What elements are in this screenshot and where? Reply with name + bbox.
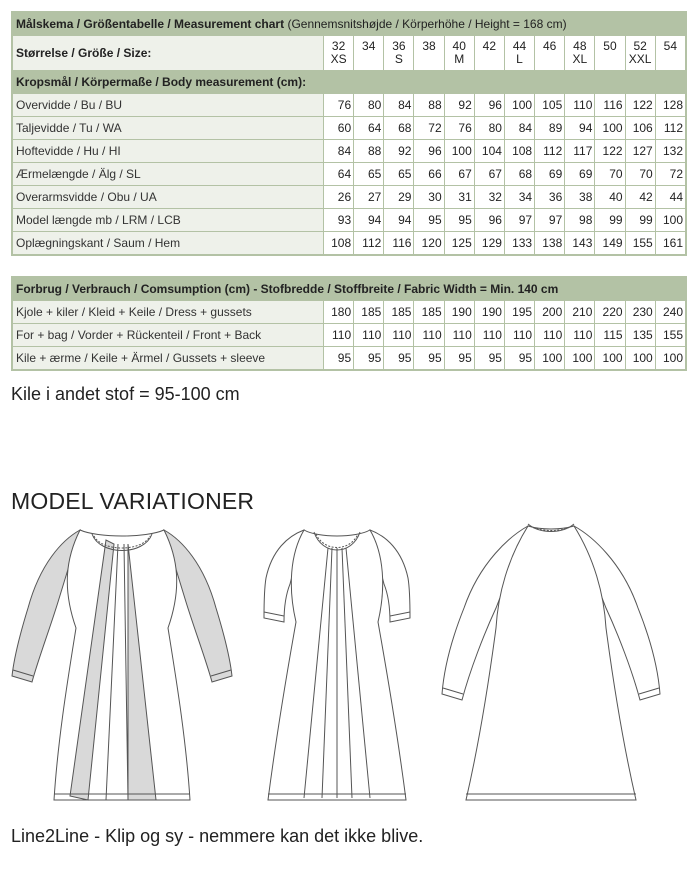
table-row [13, 117, 685, 139]
value-cell: 210 [565, 301, 594, 323]
value-cell: 67 [445, 163, 474, 185]
size-number: 40 [452, 39, 466, 53]
size-letter: M [454, 52, 465, 66]
value-cell: 95 [384, 347, 413, 369]
size-letter [354, 53, 383, 66]
value-cell: 110 [475, 324, 504, 346]
value-cell: 129 [475, 232, 504, 254]
value-cell: 110 [535, 324, 564, 346]
value-cell: 125 [445, 232, 474, 254]
table-row [13, 94, 685, 116]
value-cell: 60 [324, 117, 353, 139]
value-cell: 95 [414, 347, 443, 369]
model-variations-title: MODEL VARIATIONER [11, 488, 255, 514]
value-cell: 161 [656, 232, 685, 254]
size-letter [475, 53, 504, 66]
value-cell: 220 [595, 301, 624, 323]
size-cell [595, 36, 624, 70]
consumption-header: Forbrug / Verbrauch / Comsumption (cm) - Stofbredde / Stoffbreite / Fabric Width = Min. 140 cm [13, 278, 685, 300]
value-cell: 112 [656, 117, 685, 139]
value-cell: 99 [595, 209, 624, 231]
value-cell: 104 [475, 140, 504, 162]
value-cell: 99 [626, 209, 655, 231]
value-cell: 138 [535, 232, 564, 254]
value-cell: 100 [505, 94, 534, 116]
value-cell: 68 [505, 163, 534, 185]
value-cell: 92 [445, 94, 474, 116]
value-cell: 100 [595, 117, 624, 139]
value-cell: 143 [565, 232, 594, 254]
value-cell: 95 [354, 347, 383, 369]
value-cell: 100 [535, 347, 564, 369]
footer-slogan: Line2Line - Klip og sy - nemmere kan det ikke blive. [11, 826, 424, 846]
value-cell: 122 [626, 94, 655, 116]
row-label: For + bag / Vorder + Rückenteil / Front + Back [13, 324, 323, 346]
size-number: 36 [392, 39, 406, 53]
value-cell: 133 [505, 232, 534, 254]
gusset-fabric-note: Kile i andet stof = 95-100 cm [11, 384, 240, 404]
value-cell: 120 [414, 232, 443, 254]
table-row [13, 186, 685, 208]
value-cell: 30 [414, 186, 443, 208]
value-cell: 96 [414, 140, 443, 162]
value-cell: 64 [354, 117, 383, 139]
value-cell: 67 [475, 163, 504, 185]
size-cell [535, 36, 564, 70]
dress-short-sleeve-icon [262, 518, 412, 810]
value-cell: 68 [384, 117, 413, 139]
value-cell: 116 [595, 94, 624, 116]
dress-back-long-sleeve-icon [440, 518, 662, 810]
row-label: Oplægningskant / Saum / Hem [13, 232, 323, 254]
value-cell: 42 [626, 186, 655, 208]
value-cell: 76 [324, 94, 353, 116]
measurement-table [12, 12, 686, 255]
value-cell: 116 [384, 232, 413, 254]
size-cell [414, 36, 443, 70]
value-cell: 108 [505, 140, 534, 162]
value-cell: 84 [324, 140, 353, 162]
value-cell: 100 [656, 347, 685, 369]
size-row [13, 36, 685, 70]
size-number: 48 [573, 39, 587, 53]
value-cell: 110 [445, 324, 474, 346]
size-letter: XL [572, 52, 588, 66]
value-cell: 65 [354, 163, 383, 185]
value-cell: 31 [445, 186, 474, 208]
value-cell: 26 [324, 186, 353, 208]
size-cell [324, 36, 353, 70]
table-row [13, 232, 685, 254]
value-cell: 27 [354, 186, 383, 208]
value-cell: 92 [384, 140, 413, 162]
table-row [13, 140, 685, 162]
value-cell: 115 [595, 324, 624, 346]
value-cell: 94 [565, 117, 594, 139]
body-header-row [13, 71, 685, 93]
size-cell [445, 36, 474, 70]
value-cell: 84 [384, 94, 413, 116]
value-cell: 96 [475, 94, 504, 116]
value-cell: 70 [595, 163, 624, 185]
size-number: 44 [512, 39, 527, 53]
value-cell: 195 [505, 301, 534, 323]
row-label: Taljevidde / Tu / WA [13, 117, 323, 139]
value-cell: 100 [656, 209, 685, 231]
value-cell: 95 [445, 209, 474, 231]
size-letter [535, 53, 564, 66]
value-cell: 155 [626, 232, 655, 254]
value-cell: 122 [595, 140, 624, 162]
size-letter: XS [330, 52, 347, 66]
table-row [13, 163, 685, 185]
value-cell: 94 [354, 209, 383, 231]
row-label: Kjole + kiler / Kleid + Keile / Dress + gussets [13, 301, 323, 323]
value-cell: 100 [565, 347, 594, 369]
consumption-header-row [13, 278, 685, 300]
value-cell: 110 [414, 324, 443, 346]
value-cell: 76 [445, 117, 474, 139]
size-letter [656, 53, 685, 66]
row-label: Hoftevidde / Hu / HI [13, 140, 323, 162]
value-cell: 95 [445, 347, 474, 369]
size-cell [354, 36, 383, 70]
size-letter [595, 53, 624, 66]
value-cell: 72 [656, 163, 685, 185]
value-cell: 200 [535, 301, 564, 323]
chart-title-bold: Målskema / Größentabelle / Measurement chart [16, 17, 285, 31]
value-cell: 106 [626, 117, 655, 139]
value-cell: 72 [414, 117, 443, 139]
value-cell: 38 [565, 186, 594, 208]
value-cell: 190 [445, 301, 474, 323]
value-cell: 97 [535, 209, 564, 231]
value-cell: 110 [324, 324, 353, 346]
size-number: 34 [362, 39, 376, 53]
row-label: Overarmsvidde / Obu / UA [13, 186, 323, 208]
value-cell: 105 [535, 94, 564, 116]
value-cell: 98 [565, 209, 594, 231]
size-number: 32 [331, 39, 346, 53]
value-cell: 80 [475, 117, 504, 139]
value-cell: 66 [414, 163, 443, 185]
value-cell: 69 [535, 163, 564, 185]
value-cell: 80 [354, 94, 383, 116]
size-cell [565, 36, 594, 70]
row-label: Overvidde / Bu / BU [13, 94, 323, 116]
table-row [13, 209, 685, 231]
value-cell: 84 [505, 117, 534, 139]
value-cell: 127 [626, 140, 655, 162]
value-cell: 180 [324, 301, 353, 323]
measurement-chart [11, 11, 687, 256]
size-letter: L [516, 52, 523, 66]
value-cell: 29 [384, 186, 413, 208]
value-cell: 95 [475, 347, 504, 369]
value-cell: 110 [384, 324, 413, 346]
value-cell: 70 [626, 163, 655, 185]
value-cell: 112 [535, 140, 564, 162]
chart-title-height: (Gennemsnitshøjde / Körperhöhe / Height = 168 cm) [287, 17, 567, 31]
size-number: 46 [542, 39, 557, 53]
row-label: Ærmelængde / Älg / SL [13, 163, 323, 185]
chart-title-row [13, 13, 685, 35]
size-label: Størrelse / Größe / Size: [13, 36, 323, 70]
value-cell: 95 [414, 209, 443, 231]
measurement-rows [13, 94, 685, 254]
value-cell: 95 [505, 347, 534, 369]
value-cell: 100 [445, 140, 474, 162]
consumption-chart [11, 276, 687, 371]
value-cell: 240 [656, 301, 685, 323]
row-label: Model længde mb / LRM / LCB [13, 209, 323, 231]
consumption-rows [13, 301, 685, 369]
size-cell [505, 36, 534, 70]
value-cell: 100 [595, 347, 624, 369]
value-cell: 32 [475, 186, 504, 208]
value-cell: 135 [626, 324, 655, 346]
value-cell: 96 [475, 209, 504, 231]
value-cell: 112 [354, 232, 383, 254]
value-cell: 93 [324, 209, 353, 231]
size-number: 52 [633, 39, 647, 53]
size-number: 42 [482, 39, 497, 53]
value-cell: 95 [324, 347, 353, 369]
size-letter [414, 53, 443, 66]
value-cell: 44 [656, 186, 685, 208]
size-cell [384, 36, 413, 70]
value-cell: 110 [354, 324, 383, 346]
value-cell: 185 [384, 301, 413, 323]
value-cell: 64 [324, 163, 353, 185]
table-row [13, 324, 685, 346]
table-row [13, 347, 685, 369]
size-cell [626, 36, 655, 70]
value-cell: 110 [505, 324, 534, 346]
value-cell: 185 [354, 301, 383, 323]
size-number: 38 [422, 39, 436, 53]
chart-title [13, 13, 685, 35]
value-cell: 89 [535, 117, 564, 139]
value-cell: 88 [354, 140, 383, 162]
value-cell: 100 [626, 347, 655, 369]
value-cell: 190 [475, 301, 504, 323]
value-cell: 230 [626, 301, 655, 323]
size-letter: XXL [628, 52, 652, 66]
size-cell [475, 36, 504, 70]
value-cell: 110 [565, 324, 594, 346]
value-cell: 36 [535, 186, 564, 208]
table-row [13, 301, 685, 323]
value-cell: 34 [505, 186, 534, 208]
value-cell: 149 [595, 232, 624, 254]
size-cell [656, 36, 685, 70]
value-cell: 69 [565, 163, 594, 185]
value-cell: 88 [414, 94, 443, 116]
value-cell: 110 [565, 94, 594, 116]
value-cell: 185 [414, 301, 443, 323]
value-cell: 65 [384, 163, 413, 185]
value-cell: 117 [565, 140, 594, 162]
body-measurement-header: Kropsmål / Körpermaße / Body measurement (cm): [13, 71, 685, 93]
value-cell: 155 [656, 324, 685, 346]
size-number: 54 [663, 39, 678, 53]
value-cell: 97 [505, 209, 534, 231]
value-cell: 94 [384, 209, 413, 231]
size-number: 50 [603, 39, 617, 53]
value-cell: 128 [656, 94, 685, 116]
consumption-table [12, 277, 686, 370]
value-cell: 132 [656, 140, 685, 162]
row-label: Kile + ærme / Keile + Ärmel / Gussets + sleeve [13, 347, 323, 369]
size-letter: S [394, 52, 403, 66]
value-cell: 40 [595, 186, 624, 208]
value-cell: 108 [324, 232, 353, 254]
dress-long-sleeve-gussets-icon [10, 518, 234, 810]
